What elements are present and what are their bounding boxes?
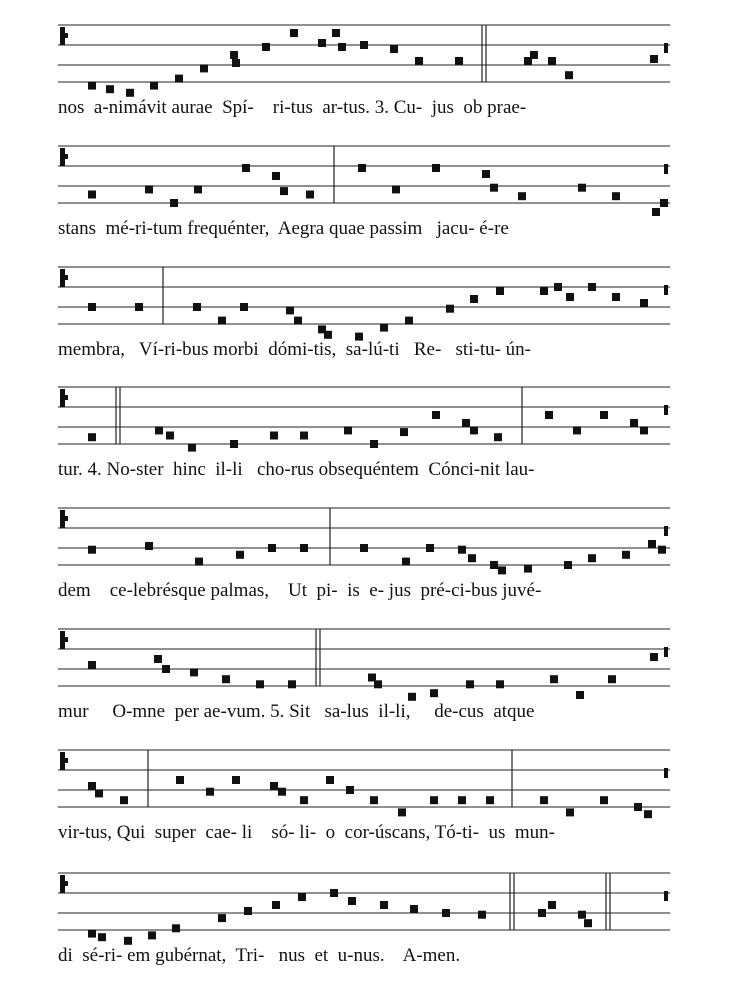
neume-note [600,796,608,804]
neume-note [640,426,648,434]
chant-system-7 [0,730,740,855]
chant-system-2 [0,126,740,251]
neume-note [588,554,596,562]
neume-note [432,164,440,172]
chant-system-1 [0,5,740,130]
neume-note [652,208,660,216]
neume-note [230,440,238,448]
neume-note [166,432,174,440]
clef-icon [63,154,68,159]
neume-note [176,776,184,784]
neume-note [640,299,648,307]
neume-note [98,933,106,941]
neume-note [88,303,96,311]
neume-note [88,546,96,554]
chant-system-8 [0,853,740,978]
neume-note [578,184,586,192]
neume-note [232,776,240,784]
lyric-line-4: tur. 4. No-ster hinc il-li cho-rus obsequéntem Cónci-nit lau- [58,459,535,480]
neume-note [280,187,288,195]
neume-note [358,164,366,172]
neume-note [326,776,334,784]
neume-note [660,199,668,207]
neume-note [193,303,201,311]
neume-note [415,57,423,65]
neume-note [286,306,294,314]
neume-note [496,680,504,688]
neume-note [262,43,270,51]
lyric-line-2: stans mé-ri-tum frequénter, Aegra quae passim jacu- é-re [58,218,509,239]
neume-note [272,172,280,180]
clef-icon [63,395,68,400]
neume-note [236,551,244,559]
neume-note [566,293,574,301]
neume-note [230,51,238,59]
neume-note [195,558,203,566]
neume-note [468,554,476,562]
neume-note [430,796,438,804]
neume-note [148,931,156,939]
neume-note [482,170,490,178]
neume-note [218,914,226,922]
neume-note [426,544,434,552]
neume-note [400,428,408,436]
neume-note [566,808,574,816]
neume-note [446,305,454,313]
neume-note [150,82,158,90]
chant-system-5 [0,488,740,613]
neume-note [455,57,463,65]
staff-4 [0,367,740,467]
neume-note [368,674,376,682]
neume-note [330,889,338,897]
neume-note [88,782,96,790]
neume-note [270,432,278,440]
chant-system-6 [0,609,740,734]
neume-note [538,909,546,917]
neume-note [346,786,354,794]
neume-note [306,191,314,199]
neume-note [360,41,368,49]
neume-note [300,432,308,440]
neume-note [175,75,183,83]
neume-note [290,29,298,37]
neume-note [380,324,388,332]
neume-note [432,411,440,419]
neume-note [88,433,96,441]
neume-note [392,185,400,193]
neume-note [370,440,378,448]
neume-note [612,192,620,200]
neume-note [540,287,548,295]
neume-note [588,283,596,291]
neume-note [612,293,620,301]
neume-note [554,283,562,291]
neume-note [548,901,556,909]
neume-note [154,655,162,663]
custos-icon [664,768,668,778]
neume-note [88,930,96,938]
neume-note [172,924,180,932]
clef-icon [63,275,68,280]
neume-note [88,191,96,199]
neume-note [272,901,280,909]
neume-note [370,796,378,804]
staff-8 [0,853,740,953]
neume-note [498,566,506,574]
staff-1 [0,5,740,105]
neume-note [95,789,103,797]
neume-note [360,544,368,552]
neume-note [494,433,502,441]
staff-6 [0,609,740,709]
lyric-line-3: membra, Ví-ri-bus morbi dómi-tis, sa-lú-ti Re- sti-tu- ún- [58,339,531,360]
custos-icon [664,285,668,295]
neume-note [190,668,198,676]
neume-note [650,55,658,63]
neume-note [318,39,326,47]
neume-note [478,911,486,919]
neume-note [332,29,340,37]
neume-note [648,540,656,548]
neume-note [294,317,302,325]
neume-note [470,295,478,303]
neume-note [170,199,178,207]
neume-note [430,689,438,697]
neume-note [390,45,398,53]
neume-note [222,675,230,683]
neume-note [188,444,196,452]
custos-icon [664,405,668,415]
neume-note [608,675,616,683]
neume-note [564,561,572,569]
neume-note [530,51,538,59]
neume-note [242,164,250,172]
neume-note [622,551,630,559]
custos-icon [664,647,668,657]
neume-note [232,59,240,67]
custos-icon [664,164,668,174]
neume-note [442,909,450,917]
lyric-line-7: vir-tus, Qui super cae- li só- li- o cor-úscans, Tó-ti- us mun- [58,822,556,843]
neume-note [244,907,252,915]
neume-note [458,546,466,554]
lyric-line-1: nos a-nimávit aurae Spí- ri-tus ar-tus. 3. Cu- jus ob prae- [58,97,527,118]
chant-system-3 [0,247,740,372]
staff-3 [0,247,740,347]
neume-note [548,57,556,65]
staff-2 [0,126,740,226]
neume-note [470,426,478,434]
neume-note [300,544,308,552]
neume-note [565,71,573,79]
neume-note [658,546,666,554]
neume-note [540,796,548,804]
neume-note [634,803,642,811]
neume-note [410,905,418,913]
staff-7 [0,730,740,830]
chant-system-4 [0,367,740,492]
neume-note [644,810,652,818]
neume-note [155,426,163,434]
neume-note [135,303,143,311]
neume-note [573,426,581,434]
neume-note [344,426,352,434]
custos-icon [664,526,668,536]
neume-note [584,919,592,927]
neume-note [398,808,406,816]
neume-note [630,419,638,427]
custos-icon [664,891,668,901]
neume-note [338,43,346,51]
neume-note [194,185,202,193]
clef-icon [63,516,68,521]
clef-icon [63,33,68,38]
neume-note [578,911,586,919]
neume-note [650,653,658,661]
neume-note [206,788,214,796]
neume-note [106,85,114,93]
neume-note [490,561,498,569]
neume-note [380,901,388,909]
neume-note [256,680,264,688]
clef-icon [63,758,68,763]
neume-note [298,893,306,901]
neume-note [268,544,276,552]
neume-note [200,64,208,72]
neume-note [545,411,553,419]
neume-note [600,411,608,419]
staff-5 [0,488,740,588]
neume-note [88,661,96,669]
neume-note [88,82,96,90]
neume-note [550,675,558,683]
neume-note [524,565,532,573]
neume-note [270,782,278,790]
neume-note [278,788,286,796]
neume-note [496,287,504,295]
neume-note [458,796,466,804]
lyric-line-6: mur O-mne per ae-vum. 5. Sit sa-lus il-li, de-cus atque [58,701,535,722]
neume-note [240,303,248,311]
neume-note [466,680,474,688]
clef-icon [63,881,68,886]
neume-note [145,185,153,193]
neume-note [288,680,296,688]
neume-note [405,317,413,325]
neume-note [490,184,498,192]
neume-note [145,542,153,550]
neume-note [462,419,470,427]
neume-note [576,691,584,699]
lyric-line-5: dem ce-lebrésque palmas, Ut pi- is e- jus pré-ci-bus juvé- [58,580,542,601]
clef-icon [63,637,68,642]
neume-note [402,558,410,566]
neume-note [120,796,128,804]
neume-note [348,897,356,905]
lyric-line-8: di sé-ri- em gubérnat, Tri- nus et u-nus. A-men. [58,945,461,966]
neume-note [162,665,170,673]
neume-note [518,192,526,200]
neume-note [300,796,308,804]
neume-note [218,317,226,325]
neume-note [486,796,494,804]
custos-icon [664,43,668,53]
neume-note [374,680,382,688]
